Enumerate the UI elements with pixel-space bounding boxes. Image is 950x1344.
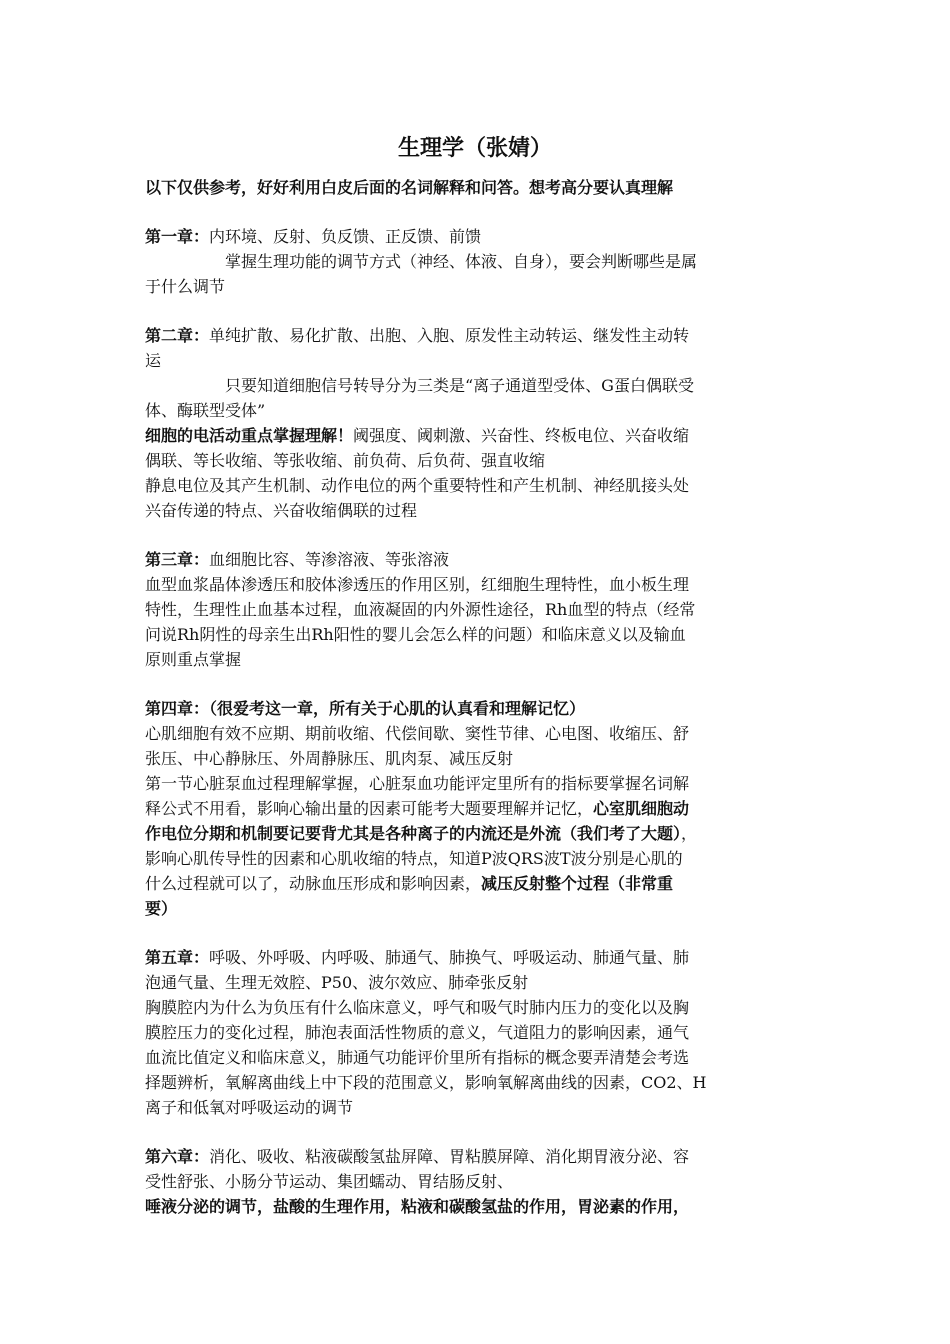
page-title: 生理学（张婧） — [397, 135, 552, 161]
chapter-1-line-1 — [145, 224, 817, 249]
chapter-4-line-6 — [145, 821, 817, 846]
chapter-6-line-3: 唾液分泌的调节，盐酸的生理作用，粘液和碳酸氢盐的作用，胃泌素的作用， — [145, 1197, 690, 1216]
chapter-1-line-2: 掌握生理功能的调节方式（神经、体液、自身），要会判断哪些是属 — [225, 252, 698, 271]
chapter-2-line-3: 只要知道细胞信号转导分为三类是“离子通道型受体、G蛋白偶联受 — [225, 376, 694, 395]
document-body — [145, 224, 817, 1219]
chapter-2-line-2: 运 — [145, 351, 162, 370]
chapter-4-heading: 第四章： — [145, 699, 210, 718]
chapter-1-line-3: 于什么调节 — [145, 277, 226, 296]
chapter-3-line-4: 问说Rh阴性的母亲生出Rh阳性的婴儿会怎么样的问题）和临床意义以及输血 — [145, 625, 686, 644]
chapter-5-line-3: 胸膜腔内为什么为负压有什么临床意义，呼气和吸气时肺内压力的变化以及胸 — [145, 998, 690, 1017]
chapter-2-line-6: 偶联、等长收缩、等张收缩、前负荷、后负荷、强直收缩 — [145, 451, 546, 470]
chapter-4-emphasis-8: 减压反射整个过程（非常重 — [481, 874, 674, 893]
chapter-4-text-5: 释公式不用看，影响心输出量的因素可能考大题要理解并记忆， — [145, 799, 594, 818]
chapter-1-heading: 第一章： — [145, 227, 210, 246]
chapter-2-line-8: 兴奋传递的特点、兴奋收缩偶联的过程 — [145, 501, 418, 520]
chapter-4-line-4: 第一节心脏泵血过程理解掌握，心脏泵血功能评定里所有的指标要掌握名词解 — [145, 774, 690, 793]
chapter-4-line-5 — [145, 796, 817, 821]
chapter-4-emphasis-5: 心室肌细胞动 — [593, 799, 690, 818]
chapter-6-line-2: 受性舒张、小肠分节运动、集团蠕动、胃结肠反射、 — [145, 1172, 514, 1191]
chapter-3-heading: 第三章： — [145, 550, 210, 569]
chapter-2-line-7: 静息电位及其产生机制、动作电位的两个重要特性和产生机制、神经肌接头处 — [145, 476, 690, 495]
chapter-5-heading: 第五章： — [145, 948, 210, 967]
chapter-5-line-6: 择题辨析，氧解离曲线上中下段的范围意义，影响氧解离曲线的因素，CO2、H — [145, 1073, 707, 1092]
chapter-4-line-2: 心肌细胞有效不应期、期前收缩、代偿间歇、窦性节律、心电图、收缩压、舒 — [145, 724, 690, 743]
chapter-6-line-1 — [145, 1144, 817, 1169]
chapter-4-line-1 — [145, 696, 817, 721]
chapter-4-text-8: 什么过程就可以了，动脉血压形成和影响因素， — [145, 874, 482, 893]
chapter-5-line-4: 膜腔压力的变化过程，肺泡表面活性物质的意义，气道阻力的影响因素，通气 — [145, 1023, 690, 1042]
spacer — [145, 299, 817, 323]
chapter-2-text: 单纯扩散、易化扩散、出胞、入胞、原发性主动转运、继发性主动转 — [209, 326, 690, 345]
chapter-5-line-2: 泡通气量、生理无效腔、P50、波尔效应、肺牵张反射 — [145, 973, 529, 992]
chapter-3-line-1 — [145, 547, 817, 572]
chapter-2-line-1 — [145, 323, 817, 348]
chapter-4-line-9: 要） — [145, 899, 178, 918]
chapter-2-line-4: 体、酶联型受体” — [145, 401, 266, 420]
spacer — [145, 672, 817, 696]
chapter-4-note: （很爱考这一章，所有关于心肌的认真看和理解记忆） — [209, 699, 586, 718]
chapter-5-text: 呼吸、外呼吸、内呼吸、肺通气、肺换气、呼吸运动、肺通气量、肺 — [209, 948, 690, 967]
chapter-3-line-5: 原则重点掌握 — [145, 650, 242, 669]
chapter-4-line-3: 张压、中心静脉压、外周静脉压、肌肉泵、减压反射 — [145, 749, 514, 768]
chapter-6-heading: 第六章： — [145, 1147, 210, 1166]
chapter-5-line-5: 血流比值定义和临床意义，肺通气功能评价里所有指标的概念要弄清楚会考选 — [145, 1048, 690, 1067]
chapter-4-line-7: 影响心肌传导性的因素和心肌收缩的特点，知道P波QRS波T波分别是心肌的 — [145, 849, 683, 868]
chapter-2-emphasis: 细胞的电活动重点掌握理解！ — [145, 426, 354, 445]
spacer — [145, 1120, 817, 1144]
chapter-2-text-5: 阈强度、阈刺激、兴奋性、终板电位、兴奋收缩 — [353, 426, 690, 445]
spacer — [145, 921, 817, 945]
chapter-4-text-6: ， — [681, 824, 698, 843]
chapter-2-heading: 第二章： — [145, 326, 210, 345]
document-subtitle: 以下仅供参考，好好利用白皮后面的名词解释和问答。想考高分要认真理解 — [145, 178, 674, 197]
chapter-4-emphasis-6: 作电位分期和机制要记要背尤其是各种离子的内流还是外流（我们考了大题） — [145, 824, 682, 843]
chapter-5-line-7: 离子和低氧对呼吸运动的调节 — [145, 1098, 354, 1117]
chapter-4-line-8 — [145, 871, 817, 896]
chapter-3-line-2: 血型血浆晶体渗透压和胶体渗透压的作用区别，红细胞生理特性，血小板生理 — [145, 575, 690, 594]
chapter-1-text: 内环境、反射、负反馈、正反馈、前馈 — [209, 227, 482, 246]
chapter-3-line-3: 特性，生理性止血基本过程，血液凝固的内外源性途径，Rh血型的特点（经常 — [145, 600, 696, 619]
chapter-6-text: 消化、吸收、粘液碳酸氢盐屏障、胃粘膜屏障、消化期胃液分泌、容 — [209, 1147, 690, 1166]
chapter-2-line-5 — [145, 423, 817, 448]
spacer — [145, 523, 817, 547]
chapter-3-text: 血细胞比容、等渗溶液、等张溶液 — [209, 550, 450, 569]
chapter-5-line-1 — [145, 945, 817, 970]
